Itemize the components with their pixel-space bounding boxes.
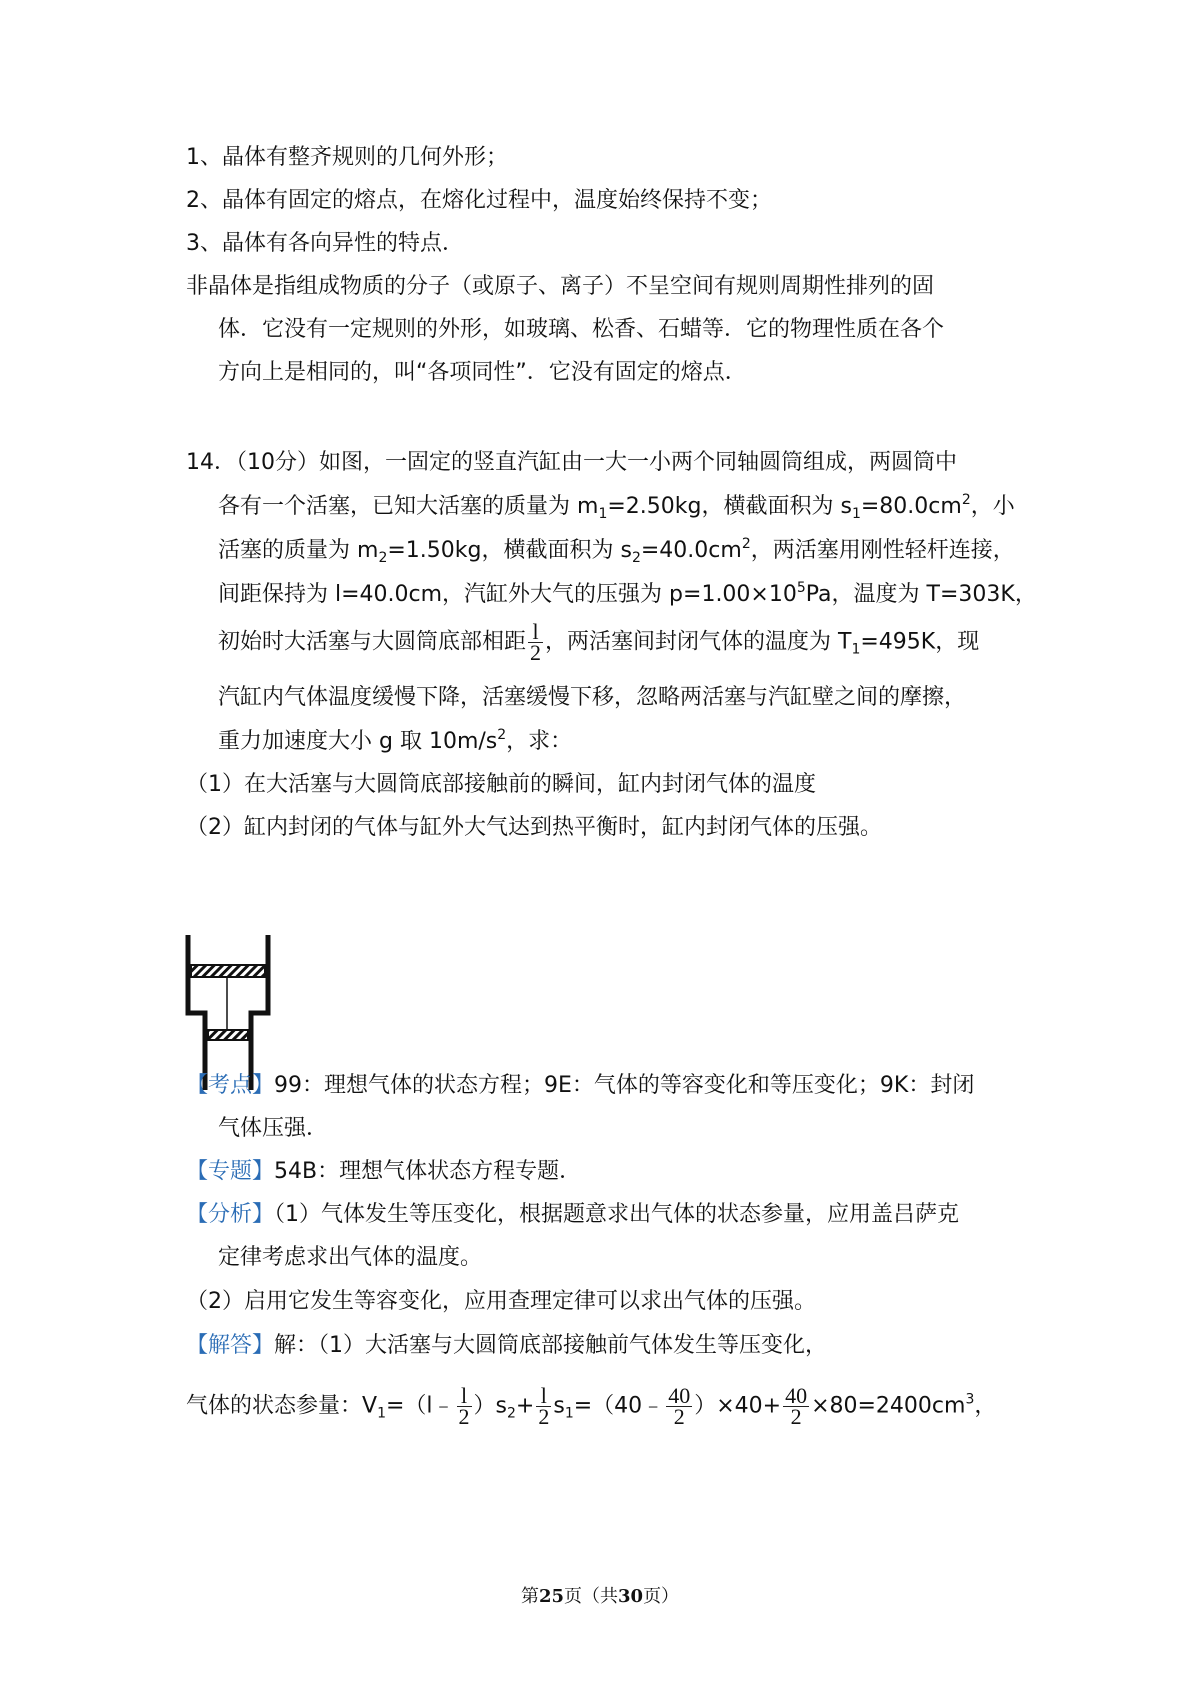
crystal-point-3: 3、晶体有各向异性的特点． <box>186 231 464 256</box>
fenxi-line-3: （2）启用它发生等容变化，应用查理定律可以求出气体的压强。 <box>186 1289 816 1314</box>
jieda-equation: 气体的状态参量：$V_1=(l﹣$ $\frac{l}{2}$ ）$s_2+$ $\frac{l}{2}$ $s_1=(40﹣$ $\frac{40}{2}$ ）×40+ $\frac{40}{2}$ $\times 80=2400cm^3$， <box>186 1383 997 1429</box>
problem-line-5: 初始时大活塞与大圆筒底部相距 $\frac{l}{2}$ ，两活塞间封闭气体的温度为 $T_1=495K$，现 <box>218 619 980 665</box>
problem-line-4: 间距保持为 l=40.0cm，汽缸外大气的压强为 $p=1.00\times 10^5Pa$，温度为 T=303K， <box>218 580 1037 607</box>
question-1: （1）在大活塞与大圆筒底部接触前的瞬间，缸内封闭气体的温度 <box>186 772 816 797</box>
amorphous-line-1: 非晶体是指组成物质的分子（或原子、离子）不呈空间有规则周期性排列的固 <box>186 274 935 299</box>
zhuanti-tag: 【专题】 <box>186 1159 275 1184</box>
page-footer: 第25页（共30页） <box>520 1586 680 1607</box>
fenxi-line-2: 定律考虑求出气体的温度。 <box>218 1245 483 1270</box>
fraction-l-over-2: $\frac{l}{2}$ <box>530 619 542 665</box>
amorphous-line-2: 体．它没有一定规则的外形，如玻璃、松香、石蜡等．它的物理性质在各个 <box>218 317 945 342</box>
fraction-1: $\frac{l}{2}$ <box>458 1383 470 1429</box>
fenxi-tag: 【分析】 <box>186 1202 275 1227</box>
jieda-tag: 【解答】 <box>186 1333 275 1358</box>
kaodian-line-2: 气体压强． <box>218 1116 329 1141</box>
problem-line-2: 各有一个活塞，已知大活塞的质量为 $m_1=2.50kg$，横截面积为 $s_1=80.0cm^2$，小 <box>218 492 1015 522</box>
fraction-4: $\frac{40}{2}$ <box>785 1383 808 1429</box>
large-piston <box>191 965 265 977</box>
cylinder-right-wall <box>251 935 268 1090</box>
problem-line-6: 汽缸内气体温度缓慢下降，活塞缓慢下移，忽略两活塞与汽缸壁之间的摩擦， <box>218 685 967 710</box>
cylinder-left-wall <box>188 935 205 1090</box>
total-pages: 30 <box>618 1586 644 1607</box>
problem-line-7: 重力加速度大小 g 取 $10m/s^2$，求： <box>218 727 573 754</box>
crystal-point-2: 2、晶体有固定的熔点，在熔化过程中，温度始终保持不变； <box>186 188 772 213</box>
kaodian-line-1: 【考点】99：理想气体的状态方程；9E：气体的等容变化和等压变化；9K：封闭 <box>186 1073 975 1098</box>
small-piston <box>208 1030 248 1040</box>
current-page: 25 <box>538 1586 564 1607</box>
problem-line-1: 14．（10分）如图，一固定的竖直汽缸由一大一小两个同轴圆筒组成，两圆筒中 <box>186 450 957 475</box>
fraction-2: $\frac{l}{2}$ <box>538 1383 550 1429</box>
zhuanti-line: 【专题】54B：理想气体状态方程专题． <box>186 1159 582 1184</box>
kaodian-tag: 【考点】 <box>186 1073 275 1098</box>
fraction-3: $\frac{40}{2}$ <box>668 1383 691 1429</box>
problem-line-3: 活塞的质量为 $m_2=1.50kg$，横截面积为 $s_2=40.0cm^2$，两活塞用刚性轻杆连接， <box>218 536 1015 566</box>
jieda-line-1: 【解答】解：（1）大活塞与大圆筒底部接触前气体发生等压变化， <box>186 1333 828 1358</box>
question-2: （2）缸内封闭的气体与缸外大气达到热平衡时，缸内封闭气体的压强。 <box>186 815 882 840</box>
fenxi-line-1: 【分析】（1）气体发生等压变化，根据题意求出气体的状态参量，应用盖吕萨克 <box>186 1202 960 1227</box>
amorphous-line-3: 方向上是相同的，叫“各项同性”．它没有固定的熔点． <box>218 360 747 385</box>
crystal-point-1: 1、晶体有整齐规则的几何外形； <box>186 145 508 170</box>
